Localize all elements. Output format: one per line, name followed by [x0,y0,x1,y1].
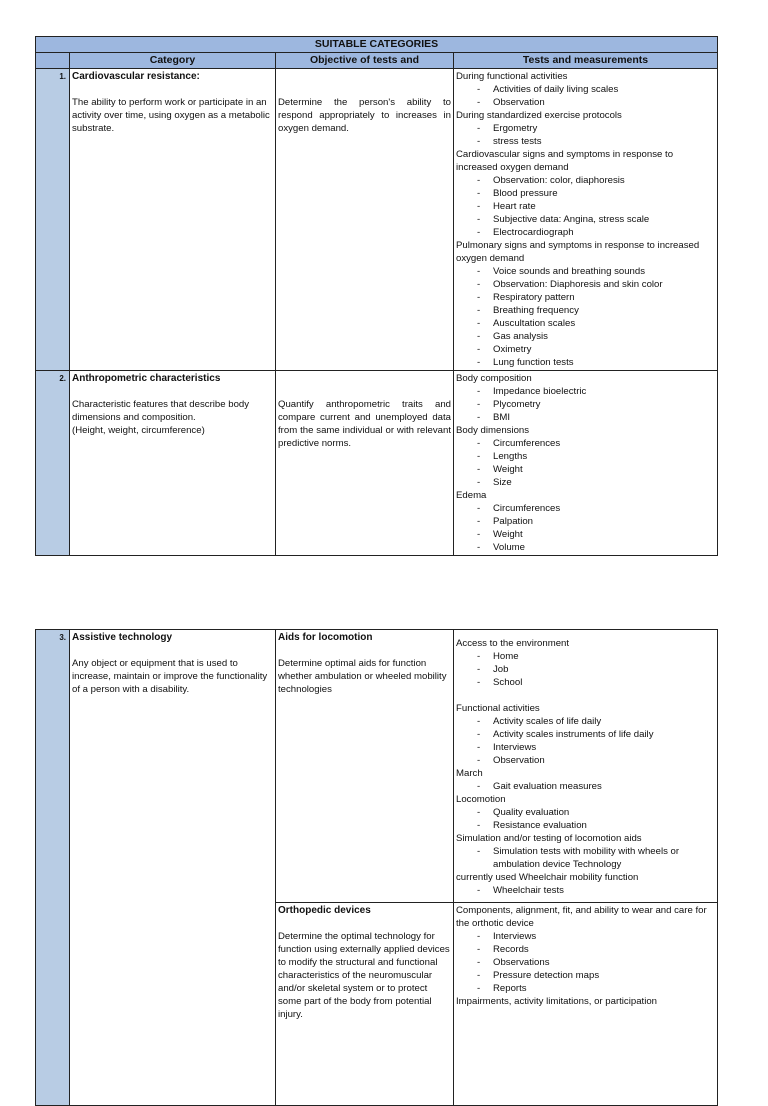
objective-cell [276,69,454,371]
list-item: - Weight [477,528,715,541]
section-heading: Pulmonary signs and symptoms in response to increased oxygen demand [456,240,700,264]
list-item: - stress tests [477,135,715,148]
table-row [36,630,718,903]
table-row [36,371,718,556]
tests-cell [454,371,718,556]
subcategory-description: Determine the optimal technology for function using externally applied devices to modify the structural and functional characteristics of the neuromuscular and/or skeletal system or to protect some part of the body from potential injury. [278,931,450,1020]
section-heading: Cardiovascular signs and symptoms in response to increased oxygen demand [456,149,674,173]
list-item: - Observations [477,956,715,969]
list-item: - Electrocardiograph [477,226,715,239]
category-cell [70,371,276,556]
list-item: - BMI [477,411,715,424]
list-item: - Voice sounds and breathing sounds [477,265,715,278]
list-item: - Breathing frequency [477,304,715,317]
list-item: - School [477,676,715,689]
list-item: - Reports [477,982,715,995]
table-row [36,69,718,371]
section-heading: Components, alignment, fit, and ability to wear and care for the orthotic device [456,905,707,929]
list-item: - Simulation tests with mobility with wheels or ambulation device Technology [477,845,715,871]
list-item: - Interviews [477,930,715,943]
header-objective: Objective of tests and [276,53,454,69]
list-item: - Gas analysis [477,330,715,343]
category-title: Assistive technology [72,632,173,643]
category-description-extra: (Height, weight, circumference) [72,425,205,436]
list-item: - Impedance bioelectric [477,385,715,398]
objective-cell [276,903,454,1106]
list-item: - Subjective data: Angina, stress scale [477,213,715,226]
section-text: currently used Wheelchair mobility function [456,872,639,883]
list-item: - Activity scales instruments of life daily [477,728,715,741]
tests-cell [454,630,718,903]
section-heading: Body composition [456,373,532,384]
category-description: The ability to perform work or participate in an activity over time, using oxygen as a metabolic substrate. [72,97,270,134]
list-item: - Ergometry [477,122,715,135]
list-item: - Palpation [477,515,715,528]
categories-table-continued [35,629,718,1106]
category-title: Cardiovascular resistance: [72,71,200,82]
section-heading: Body dimensions [456,425,530,436]
row-number: 2. [36,371,70,556]
list-item: - Circumferences [477,437,715,450]
objective-text: Quantify anthropometric traits and compare current and unemployed data from the same individual or with relevant predictive norms. [278,399,451,449]
list-item: - Respiratory pattern [477,291,715,304]
list-item: - Plycometry [477,398,715,411]
list-item: - Size [477,476,715,489]
section-heading: Edema [456,490,487,501]
list-item: - Pressure detection maps [477,969,715,982]
section-heading: During functional activities [456,71,568,82]
list-item: - Auscultation scales [477,317,715,330]
subcategory-title: Aids for locomotion [278,632,373,643]
section-heading: Impairments, activity limitations, or participation [456,996,658,1007]
list-item: - Observation [477,96,715,109]
list-item: - Oximetry [477,343,715,356]
header-num [36,53,70,69]
list-item: - Heart rate [477,200,715,213]
section-heading: March [456,768,483,779]
category-cell [70,69,276,371]
list-item: - Observation: color, diaphoresis [477,174,715,187]
row-number: 1. [36,69,70,371]
list-item: - Quality evaluation [477,806,715,819]
category-title: Anthropometric characteristics [72,373,221,384]
subcategory-description: Determine optimal aids for function whether ambulation or wheeled mobility technologies [278,658,447,695]
section-heading: During standardized exercise protocols [456,110,622,121]
category-description: Characteristic features that describe body dimensions and composition. [72,399,250,423]
header-tests: Tests and measurements [454,53,718,69]
row-number: 3. [36,630,70,1106]
category-cell [70,630,276,1106]
category-description: Any object or equipment that is used to increase, maintain or improve the functionality of a person with a disability. [72,658,268,695]
list-item: - Lengths [477,450,715,463]
list-item: - Lung function tests [477,356,715,369]
header-category: Category [70,53,276,69]
subcategory-title: Orthopedic devices [278,905,371,916]
section-heading: Simulation and/or testing of locomotion aids [456,833,642,844]
list-item: - Observation [477,754,715,767]
list-item: - Home [477,650,715,663]
list-item: - Gait evaluation measures [477,780,715,793]
list-item: - Job [477,663,715,676]
section-heading: Access to the environment [456,638,570,649]
list-item: - Wheelchair tests [477,884,715,897]
list-item: - Interviews [477,741,715,754]
list-item: - Volume [477,541,715,554]
list-item: - Activity scales of life daily [477,715,715,728]
list-item: - Observation: Diaphoresis and skin color [477,278,715,291]
section-heading: Functional activities [456,703,540,714]
tests-cell [454,69,718,371]
tests-cell [454,903,718,1106]
section-heading: Locomotion [456,794,506,805]
list-item: - Records [477,943,715,956]
list-item: - Circumferences [477,502,715,515]
objective-cell [276,630,454,903]
categories-table [35,36,718,556]
table-title: SUITABLE CATEGORIES [36,37,718,53]
objective-cell [276,371,454,556]
list-item: - Resistance evaluation [477,819,715,832]
list-item: - Activities of daily living scales [477,83,715,96]
list-item: - Weight [477,463,715,476]
list-item: - Blood pressure [477,187,715,200]
objective-text: Determine the person's ability to respond appropriately to increases in oxygen demand. [278,97,451,134]
